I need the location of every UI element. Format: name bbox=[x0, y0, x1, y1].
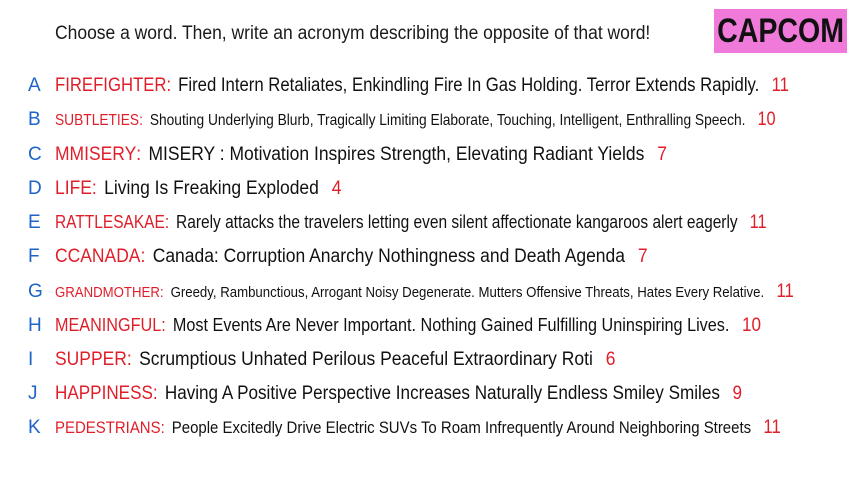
row-letter: H bbox=[28, 315, 42, 336]
row-phrase: Canada: Corruption Anarchy Nothingness and Death Agenda bbox=[152, 246, 625, 267]
row-phrase: Rarely attacks the travelers letting even silent affectionate kangaroos alert eagerly bbox=[176, 212, 738, 232]
row-phrase: Scrumptious Unhated Perilous Peaceful Extraordinary Roti bbox=[139, 349, 593, 370]
row-word: SUPPER bbox=[55, 349, 127, 370]
row-phrase: Most Events Are Never Important. Nothing Gained Fulfilling Uninspiring Lives. bbox=[172, 315, 730, 335]
capcom-logo bbox=[714, 9, 847, 53]
row-word: LIFE bbox=[55, 178, 92, 199]
row-letter: B bbox=[28, 109, 41, 130]
row-word: PEDESTRIANS bbox=[55, 418, 161, 437]
row-letter: G bbox=[28, 281, 43, 302]
row-word: SUBTLETIES bbox=[55, 112, 140, 129]
row-letter: J bbox=[28, 383, 38, 404]
row-letter: K bbox=[28, 417, 41, 438]
row-word: FIREFIGHTER bbox=[55, 75, 167, 96]
row-word: CCANADA bbox=[55, 246, 141, 267]
row-count: 9 bbox=[732, 383, 742, 404]
row-phrase: Fired Intern Retaliates, Enkindling Fire In Gas Holding. Terror Extends Rapidly. bbox=[178, 75, 760, 96]
row-count: 10 bbox=[757, 109, 776, 130]
row-count: 4 bbox=[331, 178, 342, 199]
row-count: 6 bbox=[605, 349, 616, 370]
row-count: 11 bbox=[776, 281, 794, 302]
row-count: 10 bbox=[741, 315, 762, 336]
row-phrase: Having A Positive Perspective Increases Naturally Endless Smiley Smiles bbox=[164, 383, 720, 404]
row-count: 7 bbox=[657, 144, 667, 165]
row-phrase: Living Is Freaking Exploded bbox=[104, 178, 319, 199]
row-letter: F bbox=[28, 246, 40, 267]
row-phrase: People Excitedly Drive Electric SUVs To Roam Infrequently Around Neighboring Streets bbox=[171, 418, 752, 437]
row-letter: E bbox=[28, 212, 41, 233]
row-letter: I bbox=[28, 349, 34, 370]
prompt-text: Choose a word. Then, write an acronym describing the opposite of that word! bbox=[55, 23, 651, 44]
row-count: 11 bbox=[763, 417, 781, 438]
row-phrase: MISERY : Motivation Inspires Strength, Elevating Radiant Yields bbox=[148, 144, 645, 165]
row-count: 11 bbox=[771, 75, 789, 96]
row-word: MEANINGFUL bbox=[55, 315, 162, 335]
logo-text: CAPCOM bbox=[717, 11, 844, 50]
row-letter: C bbox=[28, 144, 42, 165]
row-letter: D bbox=[28, 178, 42, 199]
row-word: HAPPINESS bbox=[55, 383, 153, 404]
row-letter: A bbox=[28, 75, 41, 96]
row-word: GRANDMOTHER bbox=[55, 284, 160, 301]
row-count: 7 bbox=[637, 246, 648, 267]
row-phrase: Greedy, Rambunctious, Arrogant Noisy Degenerate. Mutters Offensive Threats, Hates Every Relative. bbox=[170, 284, 765, 301]
row-phrase: Shouting Underlying Blurb, Tragically Limiting Elaborate, Touching, Intelligent, Enthralling Speech. bbox=[149, 112, 746, 129]
row-word: RATTLESAKAE bbox=[55, 212, 165, 232]
row-count: 11 bbox=[749, 212, 767, 233]
row-word: MMISERY bbox=[55, 144, 137, 165]
